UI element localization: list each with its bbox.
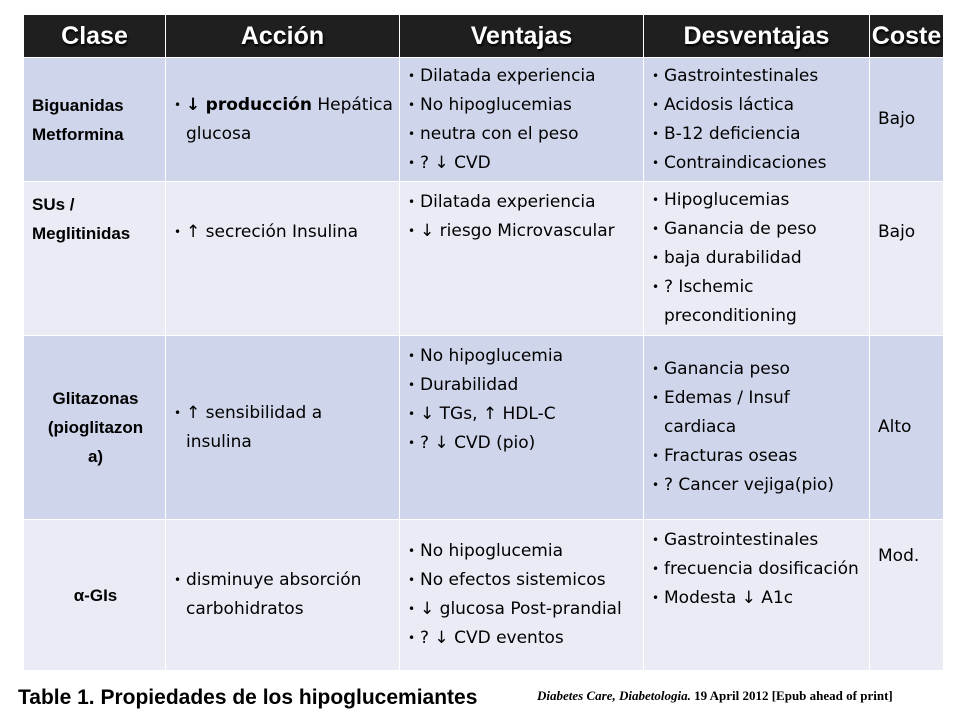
clase-line: SUs / [32,195,75,214]
accion-text: Hepática glucosa [186,94,393,144]
down-arrow-icon: ↓ [186,94,201,115]
list-item [174,399,393,457]
accion-cell [166,336,400,520]
header-ventajas: Ventajas [400,15,644,58]
desventajas-cell [644,58,870,182]
list-item [174,91,393,149]
list-item: • disminuye absorción carbohidratos [174,566,393,624]
list-item: • Ganancia peso [652,355,863,384]
accion-cell [166,58,400,182]
list-item: • ? Cancer vejiga(pio) [652,471,863,500]
list-item: • Gastrointestinales [652,526,863,555]
ventajas-cell [400,336,644,520]
ventajas-cell [400,520,644,671]
clase-cell [24,182,166,336]
desventajas-cell [644,520,870,671]
list-item: • No efectos sistemicos [408,566,637,595]
ventajas-cell [400,58,644,182]
clase-line: Glitazonas [52,389,139,408]
clase-line: Meglitinidas [32,224,131,243]
up-arrow-icon: ↑ [186,402,201,423]
list-item: • ↓ riesgo Microvascular [408,217,637,246]
hypoglycemic-properties-table [23,14,944,671]
accion-text: sensibilidad a insulina [186,402,323,452]
clase-line: α-GIs [73,585,118,605]
citation-journals: Diabetes Care, Diabetologia. [537,688,691,703]
list-item: • No hipoglucemias [408,91,637,120]
table-caption: Table 1. Propiedades de los hipoglucemiantes [18,686,478,709]
list-item: • Hipoglucemias [652,186,863,215]
coste-cell: Mod. [870,520,944,671]
list-item: • Gastrointestinales [652,62,863,91]
list-item: • ↓ TGs, ↑ HDL-C [408,400,637,429]
list-item: • Dilatada experiencia [408,188,637,217]
list-item: • ? ↓ CVD (pio) [408,429,637,458]
coste-cell: Bajo [870,58,944,182]
list-item: • B-12 deficiencia [652,120,863,149]
list-item: • Fracturas oseas [652,442,863,471]
table-row [24,520,944,671]
table-row [24,58,944,182]
table-row [24,336,944,520]
desventajas-cell [644,182,870,336]
list-item: • ? ↓ CVD eventos [408,624,637,653]
coste-cell: Alto [870,336,944,520]
desventajas-cell [644,336,870,520]
list-item: • Edemas / Insuf cardiaca [652,384,863,442]
header-row [24,15,944,58]
list-item: • neutra con el peso [408,120,637,149]
clase-line: a) [87,447,104,466]
clase-cell [24,58,166,182]
clase-line: Biguanidas [32,95,124,115]
citation [537,686,957,706]
accion-bold-text: producción [205,94,312,115]
header-clase: Clase [24,15,166,58]
list-item: • Ganancia de peso [652,215,863,244]
list-item: • frecuencia dosificación [652,555,863,584]
clase-cell [24,336,166,520]
clase-line: (pioglitazon [47,418,144,437]
list-item: • No hipoglucemia [408,342,637,371]
list-item: • ? ↓ CVD [408,149,637,178]
list-item: • Modesta ↓ A1c [652,584,863,613]
list-item: • Dilatada experiencia [408,62,637,91]
list-item [174,218,393,247]
header-desventajas: Desventajas [644,15,870,58]
list-item: • Acidosis láctica [652,91,863,120]
clase-line: Metformina [32,124,124,144]
accion-cell [166,182,400,336]
list-item: • Durabilidad [408,371,637,400]
list-item: • ? Ischemic preconditioning [652,273,863,331]
accion-text: secreción Insulina [205,222,359,242]
list-item: • ↓ glucosa Post-prandial [408,595,637,624]
list-item: • No hipoglucemia [408,537,637,566]
list-item: • Contraindicaciones [652,149,863,178]
list-item: • baja durabilidad [652,244,863,273]
header-accion: Acción [166,15,400,58]
up-arrow-icon: ↑ [186,222,201,242]
ventajas-cell [400,182,644,336]
citation-date: 19 April 2012 [Epub ahead of print] [694,688,893,703]
accion-cell [166,520,400,671]
header-coste: Coste [870,15,944,58]
table-row [24,182,944,336]
clase-cell [24,520,166,671]
coste-cell: Bajo [870,182,944,336]
